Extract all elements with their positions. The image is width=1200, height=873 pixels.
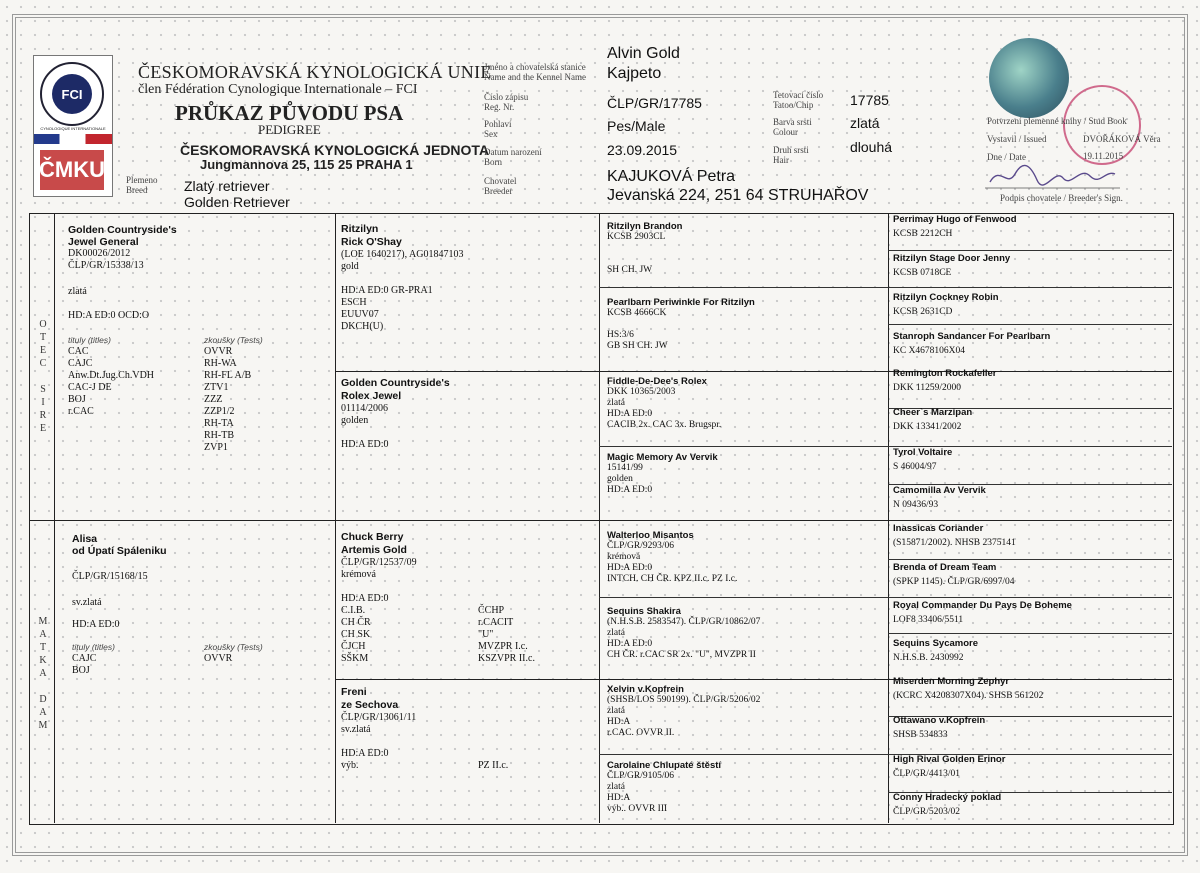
reg-label-en: Reg. Nr.: [484, 102, 515, 112]
ancestor-detail: HD:A ED:0: [607, 485, 653, 495]
title-item: CAJC: [72, 653, 97, 664]
sex-value: Pes/Male: [607, 118, 666, 134]
side-letter: E: [39, 345, 47, 356]
ancestor-reg: (SPKP 1145). ČLP/GR/6997/04: [893, 577, 1015, 587]
ancestor-name: Miserden Morning Zephyr: [893, 676, 1010, 687]
test-item: ZVP1: [204, 442, 228, 453]
sire-dam-divider: [30, 520, 1172, 521]
ancestor-detail: krémová: [607, 552, 641, 562]
ancestor-name: [341, 223, 591, 236]
ancestor-text: Ritzilyn: [341, 223, 379, 235]
ancestor-detail: [341, 415, 591, 427]
ancestor-detail: HD:A: [607, 717, 631, 727]
gen4-ancestor: [893, 523, 1168, 549]
gen4-ancestor: [893, 562, 1168, 588]
side-letter: S: [40, 384, 46, 395]
ancestor-text: HD:A ED:0: [341, 439, 389, 450]
reg-number: ČLP/GR/17785: [607, 95, 702, 111]
ancestor-detail: [341, 321, 591, 333]
born-label: [484, 147, 542, 167]
hair-value: dlouhá: [850, 139, 893, 155]
gen4-ancestor: [893, 676, 1168, 702]
ancestor-detail: [341, 557, 591, 569]
fci-ring-text: CYNOLOGIQUE INTERNATIONALE: [40, 126, 106, 131]
ancestor-detail: [341, 653, 591, 665]
ancestor-name: Royal Commander Du Pays De Boheme: [893, 600, 1072, 611]
ancestor-detail: KCSB 4666CK: [607, 308, 667, 318]
dam-name: Alisa: [72, 533, 98, 545]
reg-label: [484, 92, 528, 112]
ancestor-name: Tyrol Voltaire: [893, 447, 953, 458]
ancestor-text: CH SK: [341, 629, 371, 640]
ancestor-reg: KCSB 2212CH: [893, 229, 953, 239]
born-label-en: Born: [484, 157, 502, 167]
issued-by: DVOŘÁKOVÁ Věra: [1083, 134, 1161, 144]
hair-label: [773, 145, 809, 165]
cmku-logo-label: ČMKU: [40, 150, 104, 190]
ancestor-detail: HD:A ED:0: [607, 639, 653, 649]
ancestor-text: EUUV07: [341, 309, 379, 320]
ancestor-text: CH ČR: [341, 617, 371, 628]
breed-cz: Zlatý retriever: [184, 178, 270, 194]
ancestor-name: Stanroph Sandancer For Pearlbarn: [893, 331, 1051, 342]
ancestor-text: ze Sechova: [341, 699, 399, 711]
chip-label-en: Tatoo/Chip: [773, 100, 814, 110]
ancestor-text: SŠKM: [341, 653, 369, 664]
ancestor-title: r.CACIT: [478, 617, 514, 628]
breeder-sign-label: Podpis chovatele / Breeder's Sign.: [1000, 193, 1123, 203]
sire-name: Golden Countryside's: [68, 224, 177, 236]
ancestor-detail: [341, 309, 591, 321]
side-letter: K: [39, 655, 47, 666]
ancestor-detail: INTCH. CH ČR. KPZ II.c. PZ I.c.: [607, 574, 738, 584]
side-letter: M: [38, 720, 48, 731]
ancestor-detail: ČLP/GR/9293/06: [607, 541, 675, 551]
ancestor-reg: (KCRC X4208307X04). SHSB 561202: [893, 691, 1044, 701]
colour-label-cz: Barva srsti: [773, 117, 812, 127]
test-item: RH-TB: [204, 430, 234, 441]
ancestor-text: 01114/2006: [341, 403, 389, 414]
title-item: r.CAC: [68, 406, 94, 417]
fci-emblem-icon: [40, 62, 104, 126]
gen3-divider-5: [599, 597, 1172, 598]
ancestor-detail: [341, 712, 591, 724]
ancestor-detail: KCSB 2903CL: [607, 232, 666, 242]
ancestor-text: Golden Countryside's: [341, 377, 450, 389]
gen4-ancestor: [893, 638, 1168, 664]
ancestor-text: Chuck Berry: [341, 531, 404, 543]
breeder-label-en: Breeder: [484, 186, 513, 196]
ancestor-name: Ritzilyn Cockney Robin: [893, 292, 999, 303]
test-item: OVVR: [204, 346, 233, 357]
ancestor-text: HD:A ED:0: [341, 748, 389, 759]
dam-titles: [72, 641, 115, 677]
gen3-cell-1: [607, 221, 877, 276]
side-divider: [54, 214, 55, 823]
ancestor-detail: [341, 748, 591, 760]
ancestor-text: C.I.B.: [341, 605, 366, 616]
sex-label-en: Sex: [484, 129, 498, 139]
ancestor-name: Fiddle-De-Dee's Rolex: [607, 376, 707, 387]
ancestor-title: PZ II.c.: [478, 760, 509, 771]
ancestor-detail: [341, 297, 591, 309]
test-item: RH-FL A/B: [204, 370, 252, 381]
col-divider-3: [888, 214, 889, 823]
ancestor-detail: GB SH CH. JW: [607, 341, 668, 351]
breeder-name: KAJUKOVÁ Petra: [607, 168, 736, 185]
breeder-label: [484, 176, 517, 196]
ancestor-name: Pearlbarn Periwinkle For Ritzilyn: [607, 297, 755, 308]
ancestor-name: [341, 390, 591, 403]
titles-label: tituly (titles): [68, 335, 111, 345]
gen4-ancestor: [893, 292, 1168, 318]
ancestor-name: Magic Memory Av Vervik: [607, 452, 718, 463]
ancestor-name: Sequins Sycamore: [893, 638, 979, 649]
name-label-en: Name and the Kennel Name: [484, 72, 586, 82]
ancestor-reg: ČLP/GR/5203/02: [893, 807, 961, 817]
side-letter: M: [38, 616, 48, 627]
document-subtitle: PEDIGREE: [258, 122, 321, 137]
ancestor-name: Conny Hradecký poklad: [893, 792, 1002, 803]
ancestor-detail: [341, 605, 591, 617]
ancestor-text: sv.zlatá: [341, 724, 371, 735]
hologram-seal-icon: [989, 38, 1069, 118]
ancestor-detail: [341, 249, 591, 261]
ancestor-detail: [341, 427, 591, 439]
gen4-divider: [888, 633, 1172, 634]
sire-reg1: DK00026/2012: [68, 248, 131, 259]
ancestor-reg: (S15871/2002). NHSB 2375141: [893, 538, 1016, 548]
ancestor-text: HD:A ED:0: [341, 593, 389, 604]
ancestor-detail: (SHSB/LOS 590199). ČLP/GR/5206/02: [607, 695, 761, 705]
side-letter: D: [39, 694, 47, 705]
ancestor-name: [341, 531, 591, 544]
ancestor-title: KSZVPR II.c.: [478, 653, 535, 664]
dam-cell: [72, 533, 322, 681]
ancestor-detail: [341, 629, 591, 641]
chip-label: [773, 90, 823, 110]
colour-label: [773, 117, 812, 137]
col-divider-2: [599, 214, 600, 823]
side-letter: T: [39, 332, 47, 343]
ancestor-detail: 15141/99: [607, 463, 643, 473]
ancestor-detail: [607, 254, 877, 265]
hair-label-en: Hair: [773, 155, 789, 165]
ancestor-text: gold: [341, 261, 359, 272]
name-label: [484, 62, 586, 82]
fci-cmku-logo: [33, 55, 113, 197]
reg-label-cz: Číslo zápisu: [484, 92, 529, 102]
dam-titles-tests: [72, 641, 322, 681]
gen4-ancestor: [893, 600, 1168, 626]
born-label-cz: Datum narození: [484, 147, 542, 157]
ancestor-detail: [341, 736, 591, 748]
name-label-cz: Jméno a chovatelská stanice: [484, 62, 586, 72]
title-item: BOJ: [72, 665, 90, 676]
ancestor-reg: ČLP/GR/4413/01: [893, 769, 961, 779]
ancestor-text: krémová: [341, 569, 376, 580]
ancestor-name: Carolaine Chlupaté štěstí: [607, 760, 722, 771]
sire-health: HD:A ED:0 OCD:O: [68, 310, 150, 321]
org-member: člen Fédération Cynologique Internationale – FCI: [138, 82, 418, 97]
dam-colour: sv.zlatá: [72, 597, 102, 608]
ancestor-title: MVZPR I.c.: [478, 641, 528, 652]
hair-label-cz: Druh srsti: [773, 145, 809, 155]
ancestor-name: [341, 686, 591, 699]
dam-tests: [204, 641, 263, 665]
signature-icon: [985, 160, 1120, 192]
ancestor-reg: KC X4678106X04: [893, 346, 966, 356]
ancestor-text: DKCH(U): [341, 321, 384, 332]
document-title: PRŮKAZ PŮVODU PSA: [175, 101, 404, 125]
unit-name: ČESKOMORAVSKÁ KYNOLOGICKÁ JEDNOTA: [180, 142, 490, 158]
side-letter: R: [39, 410, 47, 421]
gen4-ancestor: [893, 792, 1168, 818]
ancestor-reg: N.H.S.B. 2430992: [893, 653, 964, 663]
ancestor-detail: [341, 724, 591, 736]
gen4-ancestor: [893, 368, 1168, 394]
gen4-ancestor: [893, 253, 1168, 279]
ancestor-name: [341, 544, 591, 557]
ancestor-text: Artemis Gold: [341, 544, 407, 556]
side-letter: O: [39, 319, 47, 330]
ancestor-name: Camomilla Av Vervik: [893, 485, 986, 496]
sex-label-cz: Pohlaví: [484, 119, 512, 129]
gen4-divider: [888, 250, 1172, 251]
gen4-ancestor: [893, 447, 1168, 473]
breed-label-en: Breed: [126, 185, 148, 195]
ancestor-title: "U": [478, 629, 494, 640]
sire-tests: [204, 334, 263, 454]
ancestor-detail: SH CH. JW: [607, 265, 653, 275]
gen4-ancestor: [893, 485, 1168, 511]
dam-reg: ČLP/GR/15168/15: [72, 571, 148, 582]
ancestor-detail: zlatá: [607, 706, 625, 716]
side-letter: E: [39, 423, 47, 434]
ancestor-name: Walterloo Misantos: [607, 530, 694, 541]
side-letter: A: [39, 629, 47, 640]
ancestor-detail: [607, 319, 877, 330]
gen4-divider: [888, 324, 1172, 325]
breed-label: [126, 175, 158, 195]
ancestor-detail: HS:3/6: [607, 330, 634, 340]
sire-name-line2: Jewel General: [68, 236, 139, 248]
born-value: 23.09.2015: [607, 142, 678, 158]
side-letter: A: [39, 707, 47, 718]
gen4-ancestor: [893, 331, 1168, 357]
ancestor-detail: [341, 273, 591, 285]
ancestor-name: High Rival Golden Erinor: [893, 754, 1006, 765]
gen4-divider: [888, 559, 1172, 560]
tests-label: zkoušky (Tests): [204, 335, 263, 345]
ancestor-detail: [341, 581, 591, 593]
sex-label: [484, 119, 512, 139]
test-item: OVVR: [204, 653, 233, 664]
ancestor-name: Brenda of Dream Team: [893, 562, 997, 573]
dam-health: HD:A ED:0: [72, 619, 120, 630]
ancestor-name: Cheer`s Marzipan: [893, 407, 973, 418]
test-item: ZZP1/2: [204, 406, 235, 417]
ancestor-reg: DKK 13341/2002: [893, 422, 962, 432]
ancestor-detail: DKK 10365/2003: [607, 387, 676, 397]
gen3-divider-1: [599, 287, 1172, 288]
gen4-ancestor: [893, 407, 1168, 433]
ancestor-detail: [341, 261, 591, 273]
gen4-ancestor: [893, 214, 1168, 240]
col-divider-1: [335, 214, 336, 823]
unit-address: Jungmannova 25, 115 25 PRAHA 1: [200, 157, 413, 172]
test-item: RH-WA: [204, 358, 237, 369]
ancestor-name: [341, 699, 591, 712]
ancestor-reg: KCSB 2631CD: [893, 307, 953, 317]
gen3-cell-3: [607, 376, 877, 431]
ancestor-text: ČJCH: [341, 641, 366, 652]
ancestor-detail: zlatá: [607, 782, 625, 792]
sire-titles: [68, 334, 154, 418]
titles-label: tituly (titles): [72, 642, 115, 652]
ancestor-name: Ritzilyn Stage Door Jenny: [893, 253, 1011, 264]
ancestor-text: golden: [341, 415, 369, 426]
ancestor-text: ČLP/GR/12537/09: [341, 557, 417, 568]
ancestor-title: ČCHP: [478, 605, 505, 616]
ancestor-detail: HD:A: [607, 793, 631, 803]
ancestor-reg: S 46004/97: [893, 462, 937, 472]
gen3-cell-6: [607, 606, 877, 661]
ancestor-detail: (N.H.S.B. 2583547). ČLP/GR/10862/07: [607, 617, 761, 627]
title-item: Anw.Dt.Jug.Ch.VDH: [68, 370, 155, 381]
gen3-cell-4: [607, 452, 877, 496]
ancestor-name: Perrimay Hugo of Fenwood: [893, 214, 1017, 225]
ancestor-name: [341, 236, 591, 249]
gen3-cell-7: [607, 684, 877, 739]
gen3-cell-5: [607, 530, 877, 585]
gen4-ancestor: [893, 715, 1168, 741]
ancestor-detail: ČLP/GR/9105/06: [607, 771, 675, 781]
ancestor-name: Inassicas Coriander: [893, 523, 984, 534]
ancestor-name: Sequins Shakira: [607, 606, 681, 617]
test-item: ZTV1: [204, 382, 229, 393]
ancestor-detail: CH ČR. r.CAC SR 2x. "U", MVZPR II: [607, 650, 756, 660]
side-letter: A: [39, 668, 47, 679]
gen2-dam-dam: [341, 686, 591, 772]
ancestor-reg: KCSB 0718CE: [893, 268, 952, 278]
gen3-cell-2: [607, 297, 877, 352]
ancestor-detail: HD:A ED:0: [607, 563, 653, 573]
ancestor-text: Freni: [341, 686, 367, 698]
gen2-sire-sire: [341, 223, 591, 333]
ancestor-detail: [341, 403, 591, 415]
gen3-cell-8: [607, 760, 877, 815]
colour-label-en: Colour: [773, 127, 799, 137]
ancestor-detail: [341, 569, 591, 581]
ancestor-detail: [341, 593, 591, 605]
ancestor-text: ČLP/GR/13061/11: [341, 712, 417, 723]
ancestor-reg: LOF8 33406/5511: [893, 615, 964, 625]
ancestor-detail: [607, 243, 877, 254]
chip-label-cz: Tetovací číslo: [773, 90, 824, 100]
org-name: ČESKOMORAVSKÁ KYNOLOGICKÁ UNIE: [138, 62, 492, 82]
colour-value: zlatá: [850, 115, 880, 131]
gen2-dam-sire: [341, 531, 591, 665]
breed-label-cz: Plemeno: [126, 175, 158, 185]
ancestor-name: [341, 377, 591, 390]
ancestor-detail: [341, 760, 591, 772]
ancestor-detail: r.CAC. OVVR II.: [607, 728, 675, 738]
studbook-label: Potvrzení plemenné knihy / Stud Book: [987, 116, 1127, 126]
ancestor-detail: zlatá: [607, 628, 625, 638]
fci-emblem-label: FCI: [52, 74, 92, 114]
ancestor-detail: golden: [607, 474, 633, 484]
kennel-name: Kajpeto: [607, 65, 662, 82]
chip-value: 17785: [850, 92, 889, 108]
sire-cell: [68, 224, 328, 464]
ancestor-reg: SHSB 534833: [893, 730, 948, 740]
ancestor-detail: [341, 641, 591, 653]
sire-side-label: [33, 318, 53, 435]
ancestor-reg: N 09436/93: [893, 500, 939, 510]
ancestor-name: Ritzilyn Brandon: [607, 221, 683, 232]
ancestor-reg: DKK 11259/2000: [893, 383, 961, 393]
gen4-ancestor: [893, 754, 1168, 780]
ancestor-detail: CACIB 2x. CAC 3x. Brugspr.: [607, 420, 722, 430]
date-label: Dne / Date: [987, 152, 1026, 162]
side-letter: I: [41, 397, 45, 408]
title-item: CAJC: [68, 358, 93, 369]
ancestor-detail: [341, 285, 591, 297]
dam-name-line2: od Úpatí Spáleniku: [72, 545, 167, 557]
side-letter: T: [39, 642, 47, 653]
title-item: CAC: [68, 346, 89, 357]
ancestor-detail: [341, 617, 591, 629]
ancestor-text: Rick O'Shay: [341, 236, 402, 248]
test-item: ZZZ: [204, 394, 223, 405]
dog-name: Alvin Gold: [607, 45, 680, 62]
breeder-address: Jevanská 224, 251 64 STRUHAŘOV: [607, 187, 869, 204]
dam-side-label: [33, 615, 53, 732]
sire-titles-tests: [68, 334, 328, 464]
ancestor-name: Ottawano v.Kopfrein: [893, 715, 986, 726]
ancestor-name: Remington Rockafeller: [893, 368, 997, 379]
breed-en: Golden Retriever: [184, 194, 290, 210]
test-item: RH-TA: [204, 418, 234, 429]
side-letter: C: [39, 358, 47, 369]
ancestor-text: Rolex Jewel: [341, 390, 402, 402]
title-item: CAC-J DE: [68, 382, 112, 393]
gen2-sire-dam: [341, 377, 591, 451]
issue-date: 19.11.2015: [1083, 151, 1124, 161]
czech-flag-stripe: [34, 134, 112, 144]
issued-label: Vystavil / Issued: [987, 134, 1047, 144]
ancestor-detail: výb.. OVVR III: [607, 804, 668, 814]
ancestor-detail: zlatá: [607, 398, 625, 408]
ancestor-text: výb.: [341, 760, 359, 771]
sire-reg2: ČLP/GR/15338/13: [68, 260, 144, 271]
ancestor-detail: HD:A ED:0: [607, 409, 653, 419]
ancestor-name: Xelvin v.Kopfrein: [607, 684, 684, 695]
tests-label: zkoušky (Tests): [204, 642, 263, 652]
title-item: BOJ: [68, 394, 86, 405]
ancestor-text: ESCH: [341, 297, 367, 308]
sire-colour: zlatá: [68, 286, 87, 297]
ancestor-detail: [341, 439, 591, 451]
breeder-label-cz: Chovatel: [484, 176, 517, 186]
ancestor-text: HD:A ED:0 GR-PRA1: [341, 285, 433, 296]
ancestor-text: (LOE 1640217), AG01847103: [341, 249, 464, 260]
